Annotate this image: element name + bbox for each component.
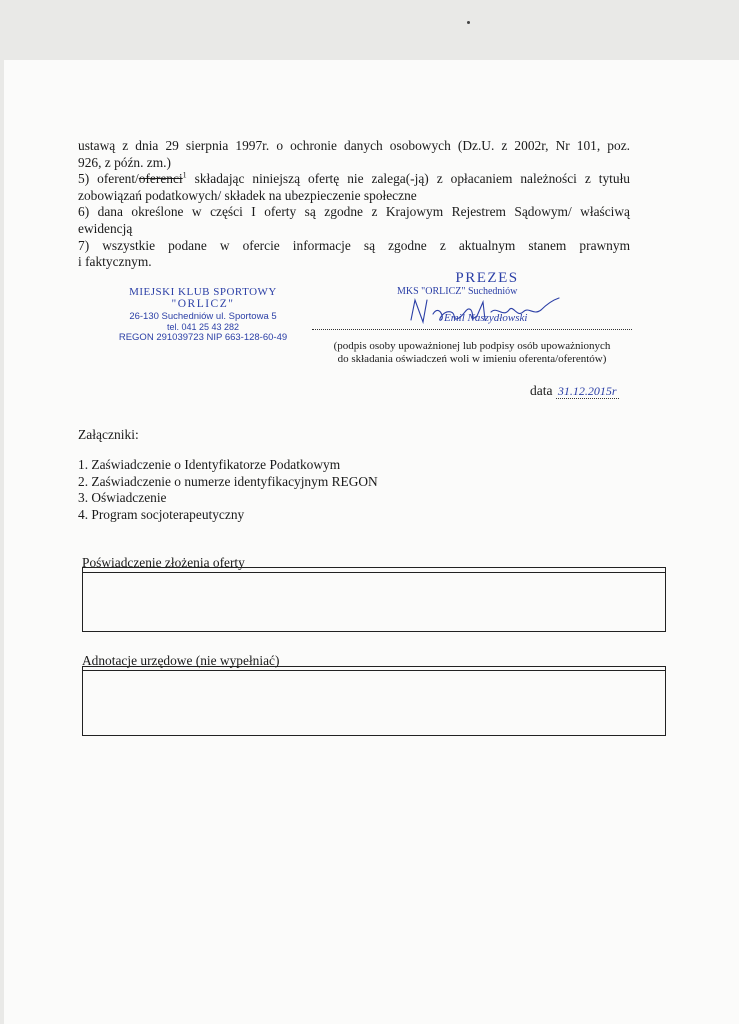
attachments-title: Załączniki: bbox=[78, 427, 139, 442]
confirmation-label: Poświadczenie złożenia oferty bbox=[82, 555, 245, 570]
club-stamp-line: "ORLICZ" bbox=[171, 298, 235, 310]
footnote-mark: 1 bbox=[182, 170, 187, 180]
date-label: data bbox=[530, 383, 553, 398]
date-field bbox=[530, 383, 619, 399]
club-stamp-line: tel. 041 25 43 282 bbox=[166, 322, 240, 332]
date-value: 31.12.2015r bbox=[557, 384, 617, 398]
club-stamp-line: 26-130 Suchedniów ul. Sportowa 5 bbox=[129, 311, 277, 322]
club-stamp bbox=[108, 286, 298, 343]
confirmation-box bbox=[82, 567, 666, 632]
text-line: zobowiązań podatkowych/ składek na ubezpieczenie społeczne bbox=[78, 187, 417, 203]
club-stamp-line: REGON 291039723 NIP 663-128-60-49 bbox=[118, 332, 288, 343]
official-notes-box bbox=[82, 666, 666, 736]
president-title: PREZES bbox=[455, 270, 519, 286]
text-line: ewidencją bbox=[78, 220, 133, 236]
text-line: 5) oferent/oferenci$^1$ składając niniejszą ofertę nie zalega(-ją) z opłacaniem należności z tytułu bbox=[78, 170, 631, 187]
president-name: Emil Naszydłowski bbox=[444, 312, 528, 324]
text-line: 926, z późn. zm.) bbox=[78, 154, 171, 170]
club-stamp-line: MIEJSKI KLUB SPORTOWY bbox=[129, 286, 277, 298]
struck-word: oferenci bbox=[138, 171, 183, 187]
signature-line bbox=[312, 329, 632, 330]
text-line: 7) wszystkie podane w ofercie informacje są zgodne z aktualnym stanem prawnym bbox=[78, 237, 630, 253]
signature-caption: (podpis osoby upoważnionej lub podpisy osób upoważnionych do składania oświadczeń woli w imieniu oferenta/oferentów) bbox=[333, 340, 611, 365]
text-line: 6) dana określone w części I oferty są zgodne z Krajowym Rejestrem Sądowym/ właściwą bbox=[78, 204, 630, 220]
text-line: ustawą z dnia 29 sierpnia 1997r. o ochronie danych osobowych (Dz.U. z 2002r, Nr 101, poz. bbox=[78, 138, 630, 153]
list-item: 1. Zaświadczenie o Identyfikatorze Podatkowym bbox=[78, 457, 341, 472]
attachments-list bbox=[78, 457, 378, 523]
official-notes-label: Adnotacje urzędowe (nie wypełniać) bbox=[82, 653, 280, 668]
handwritten-signature bbox=[405, 292, 565, 332]
list-item: 4. Program socjoterapeutyczny bbox=[78, 506, 245, 522]
declaration-text bbox=[78, 138, 630, 271]
list-item: 2. Zaświadczenie o numerze identyfikacyjnym REGON bbox=[78, 473, 378, 489]
president-org: MKS "ORLICZ" Suchedniów bbox=[397, 286, 518, 297]
text-line: i faktycznym. bbox=[78, 254, 152, 270]
list-item: 3. Oświadczenie bbox=[78, 490, 167, 506]
scan-speck bbox=[467, 21, 470, 24]
